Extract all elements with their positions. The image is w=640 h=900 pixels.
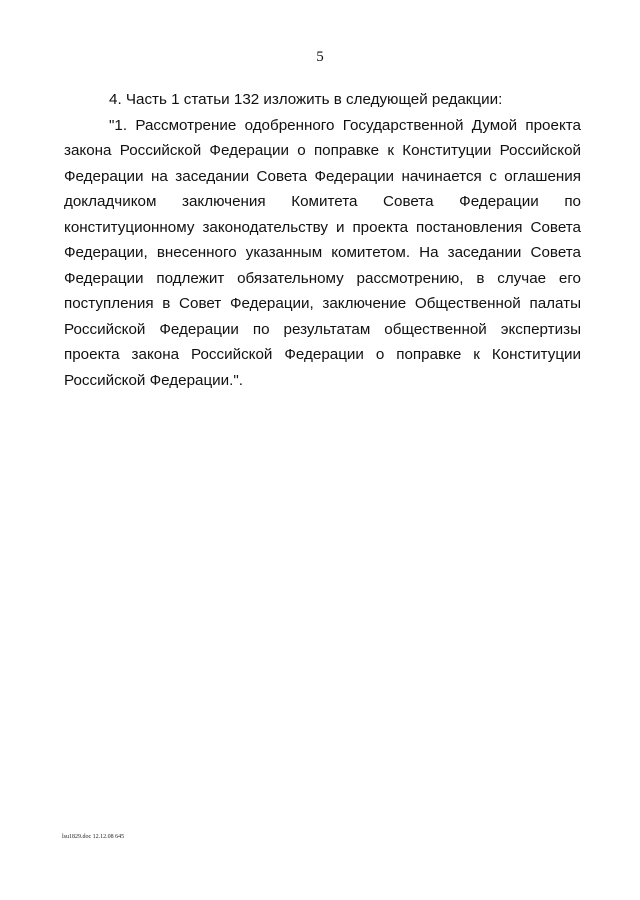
paragraph-line: конституционному законодательству и проекта постановления Совета [64, 218, 581, 236]
page-number: 5 [316, 49, 324, 65]
paragraph-line: 4. Часть 1 статьи 132 изложить в следующей редакции: [109, 91, 503, 108]
paragraph-line: Российской Федерации по результатам общественной экспертизы [64, 320, 581, 338]
paragraph-line: Федерации, внесенного указанным комитетом. На заседании Совета [64, 244, 581, 261]
paragraph-line: "1. Рассмотрение одобренного Государственной Думой проекта [109, 116, 581, 134]
paragraph-line: Российской Федерации.". [64, 371, 243, 389]
paragraph-line: закона Российской Федерации о поправке к Конституции Российской [64, 142, 581, 159]
paragraph-line: Федерации подлежит обязательному рассмотрению, в случае его [64, 269, 581, 287]
paragraph-line: докладчиком заключения Комитета Совета Федерации по [64, 193, 581, 210]
paragraph-line: проекта закона Российской Федерации о поправке к Конституции [64, 346, 581, 363]
document-body [64, 87, 581, 393]
document-footer: lsu1829.doc 12.12.08 645 [62, 834, 125, 840]
paragraph-line: Федерации на заседании Совета Федерации начинается с оглашения [64, 167, 581, 185]
paragraph-line: поступления в Совет Федерации, заключение Общественной палаты [64, 295, 581, 312]
